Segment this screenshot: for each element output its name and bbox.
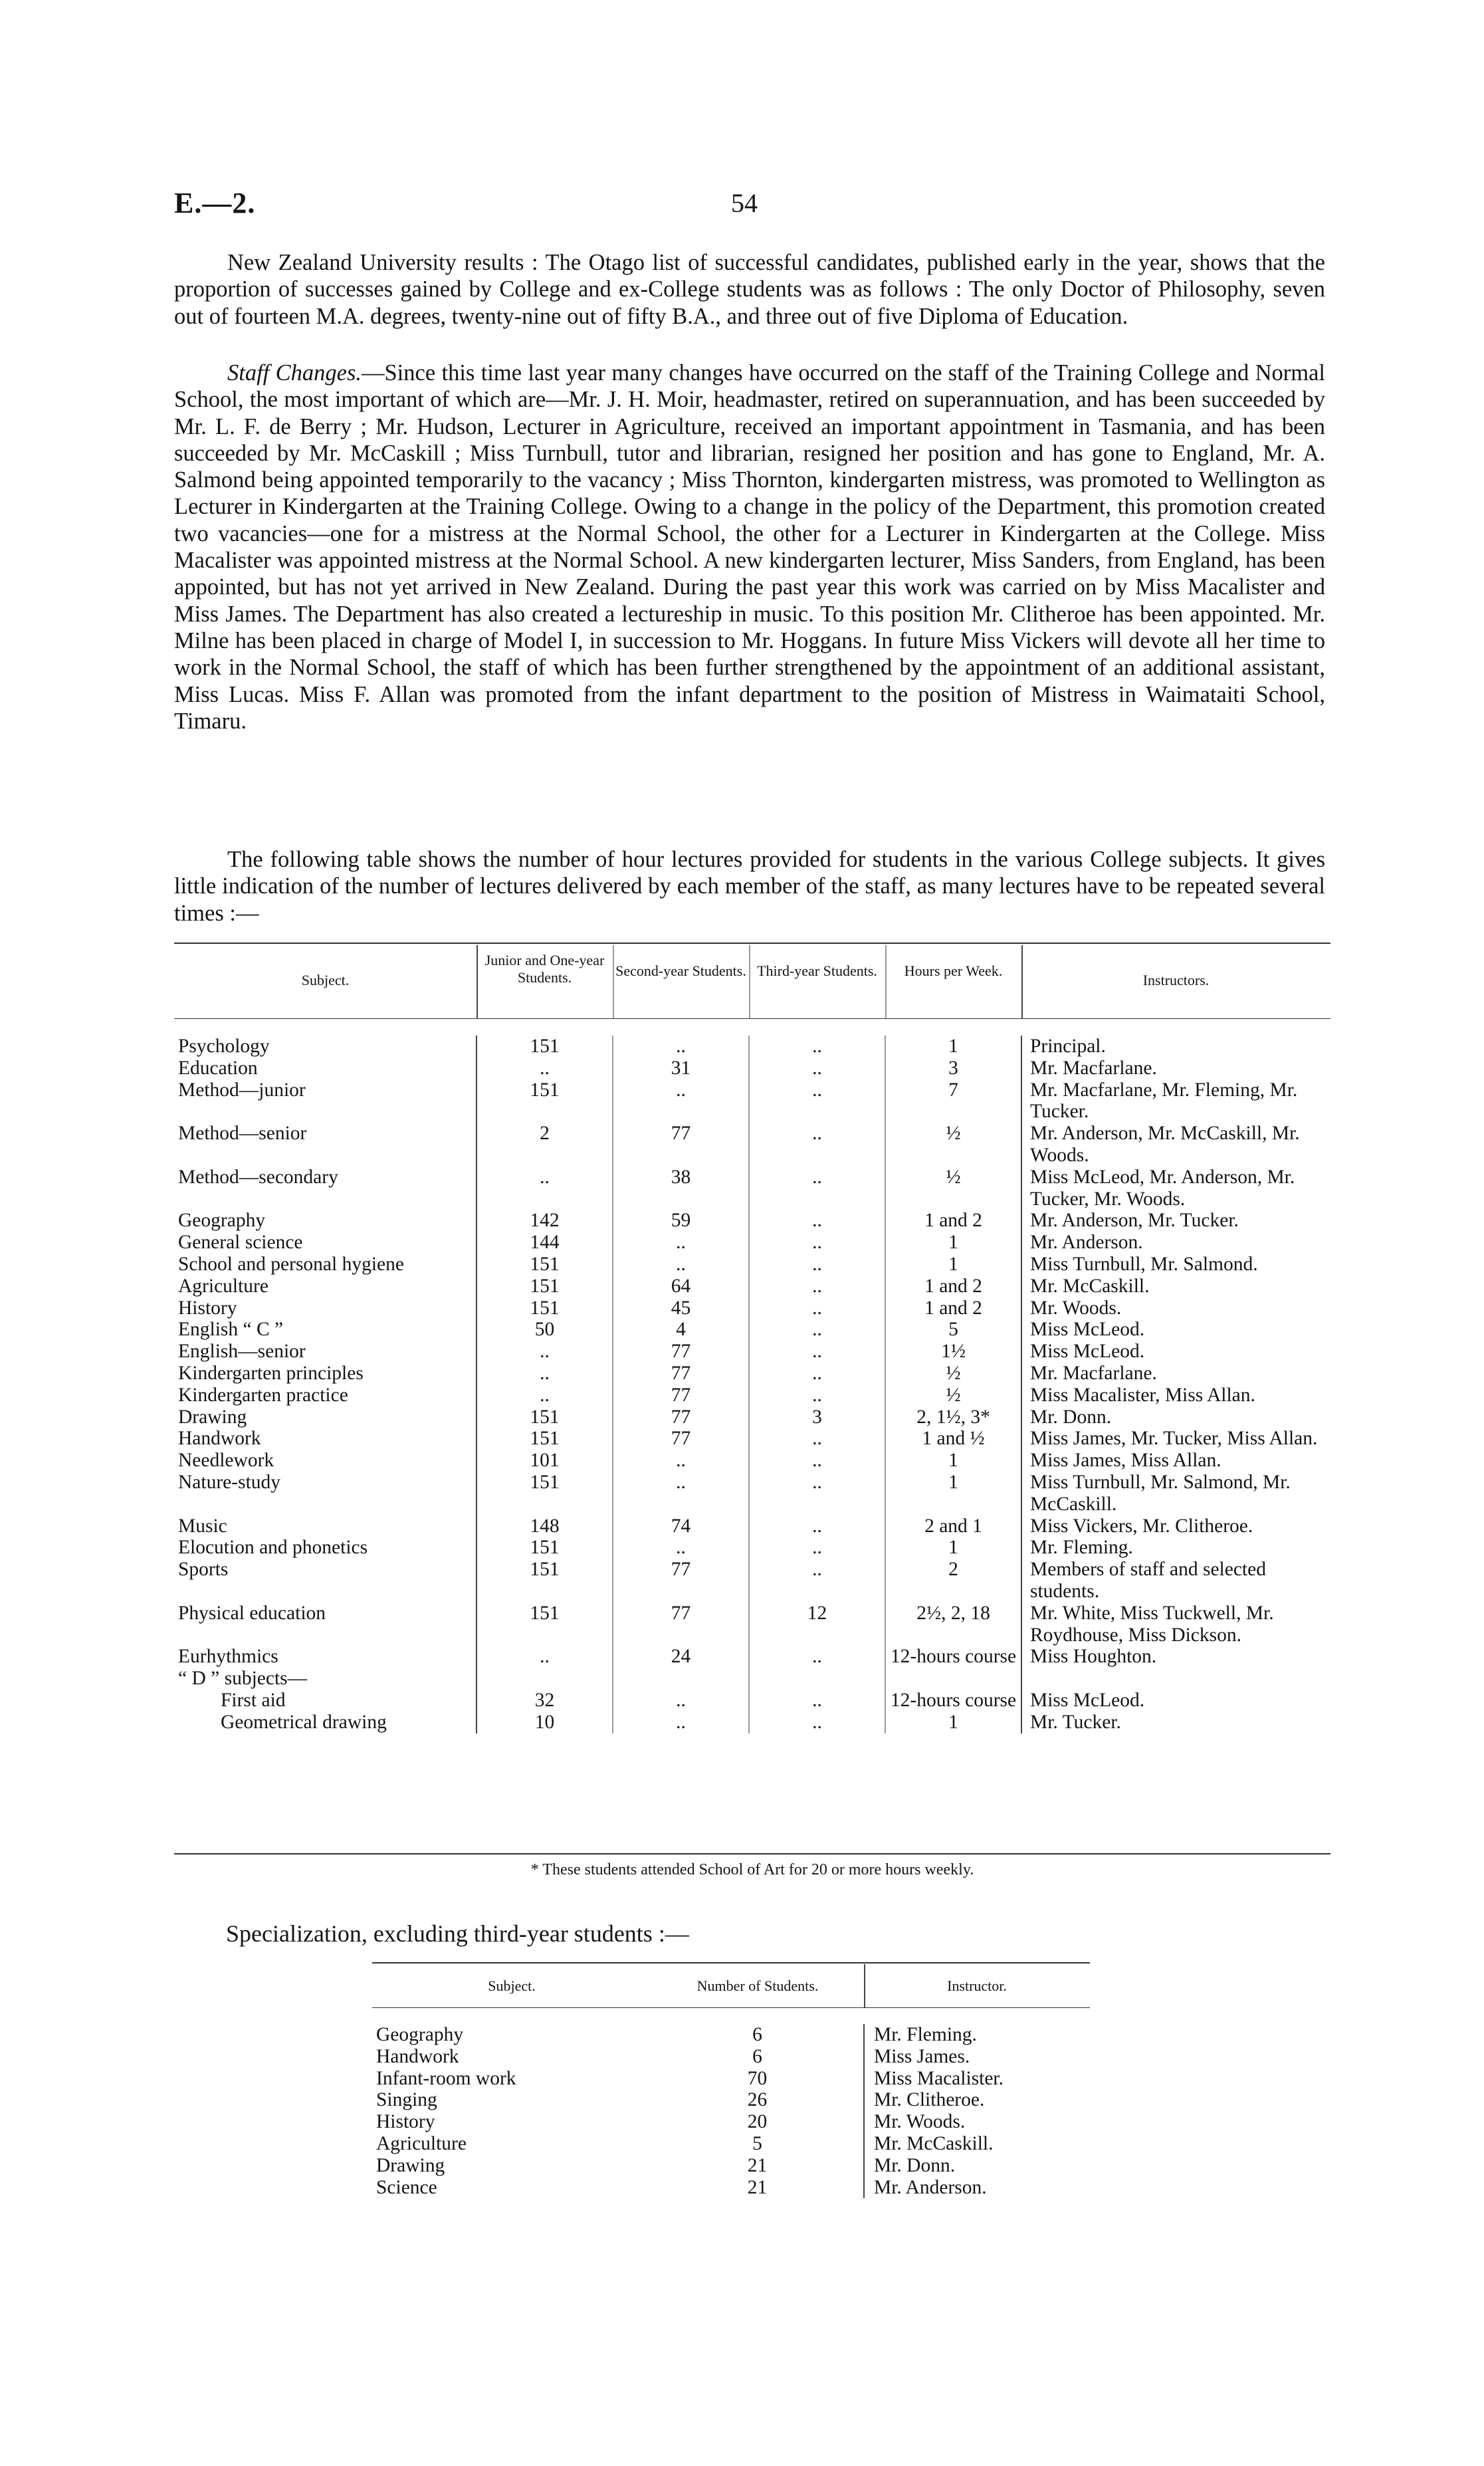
- cell-instructors: Mr. Fleming.: [1021, 1537, 1330, 1559]
- spec-header-instructor: Instructor.: [947, 1977, 1007, 1994]
- cell-instructors: Mr. Macfarlane.: [1021, 1363, 1330, 1385]
- header-divider: [885, 945, 887, 1018]
- cell-junior: 148: [477, 1515, 613, 1537]
- cell-instructors: Mr. Anderson, Mr. Tucker.: [1021, 1210, 1330, 1232]
- cell-junior: 151: [477, 1297, 613, 1319]
- col-header-subject: Subject.: [301, 972, 350, 988]
- table-row: [174, 1123, 1330, 1167]
- cell-third: ..: [749, 1036, 885, 1058]
- table-row: [174, 1232, 1330, 1254]
- cell-subject: Science: [376, 2176, 437, 2198]
- cell-instructor: Mr. McCaskill.: [864, 2133, 1090, 2155]
- cell-subject: School and personal hygiene: [178, 1253, 404, 1275]
- cell-subject: Psychology: [178, 1036, 270, 1057]
- cell-third: ..: [749, 1341, 885, 1363]
- cell-third: ..: [749, 1319, 885, 1341]
- header-bottom-rule: [174, 1018, 1330, 1019]
- table-row: [174, 1341, 1330, 1363]
- cell-junior: 32: [477, 1690, 613, 1712]
- cell-subject: Handwork: [178, 1428, 261, 1450]
- paragraph-staff-changes: [174, 360, 1325, 734]
- table-row: [174, 1319, 1330, 1341]
- cell-junior: 151: [477, 1079, 613, 1123]
- cell-hours: 12-hours course: [885, 1646, 1021, 1668]
- cell-subject: Agriculture: [178, 1275, 268, 1297]
- specialization-table: [372, 2024, 1090, 2198]
- cell-hours: 5: [885, 1319, 1021, 1341]
- cell-hours: 1: [885, 1232, 1021, 1254]
- cell-junior: 151: [477, 1472, 613, 1515]
- cell-second: 77: [613, 1385, 749, 1406]
- table-row: [174, 1363, 1330, 1385]
- cell-second: ..: [613, 1079, 749, 1123]
- table-bottom-rule: [174, 1853, 1330, 1854]
- cell-second: 64: [613, 1276, 749, 1297]
- cell-count: 5: [752, 2132, 762, 2154]
- header-divider: [749, 945, 750, 1018]
- paragraph-table-intro: [174, 846, 1325, 927]
- cell-count: 6: [752, 2045, 762, 2067]
- cell-third: ..: [749, 1428, 885, 1450]
- table-row: [174, 1537, 1330, 1559]
- table-row: [174, 1515, 1330, 1537]
- col-header-instructors: Instructors.: [1142, 972, 1210, 988]
- cell-hours: ½: [885, 1167, 1021, 1210]
- cell-third: [749, 1668, 885, 1690]
- table-row: [372, 2024, 1090, 2046]
- cell-second: 77: [613, 1406, 749, 1428]
- spec-header-subject: Subject.: [488, 1977, 536, 1994]
- cell-third: ..: [749, 1363, 885, 1385]
- cell-subject: Drawing: [178, 1406, 247, 1428]
- cell-third: ..: [749, 1646, 885, 1668]
- cell-second: ..: [613, 1036, 749, 1058]
- paragraph-text: New Zealand University results : The Otago list of successful candidates, published early in the year, shows that the proportion of successes gained by College and ex-College students was as follows : The only Doctor of Philosophy, seven out of fourteen M.A. degrees, twenty-nine out of fifty B.A., and three out of five Diploma of Education.: [174, 250, 1325, 329]
- table-row: [174, 1646, 1330, 1668]
- cell-third: ..: [749, 1123, 885, 1167]
- cell-junior: 151: [477, 1406, 613, 1428]
- table-row: [174, 1603, 1330, 1646]
- cell-instructor: Mr. Donn.: [864, 2155, 1090, 2177]
- cell-second: ..: [613, 1254, 749, 1276]
- table-footnote: * These students attended School of Art for 20 or more hours weekly.: [530, 1861, 974, 1878]
- cell-junior: 144: [477, 1232, 613, 1254]
- cell-subject: First aid: [221, 1689, 286, 1711]
- cell-hours: 1: [885, 1450, 1021, 1472]
- cell-subject: Method—junior: [178, 1079, 306, 1101]
- cell-second: 77: [613, 1341, 749, 1363]
- cell-subject: Nature-study: [178, 1471, 281, 1493]
- cell-subject: History: [376, 2111, 435, 2133]
- cell-subject: Physical education: [178, 1602, 326, 1624]
- cell-instructor: Miss James.: [864, 2046, 1090, 2068]
- table-row: [372, 2177, 1090, 2199]
- col-header-second: Second-year Students.: [615, 962, 746, 979]
- paragraph-text: —Since this time last year many changes have occurred on the staff of the Training College and Normal School, the most important of which are—Mr. J. H. Moir, headmaster, retired on superannuation, and has been succeeded by Mr. L. F. de Berry ; Mr. Hudson, Lecturer in Agriculture, received an important appointment in Tasmania, and has been succeeded by Mr. McCaskill ; Miss Turnbull, tutor and librarian, resigned her position and has gone to England, Mr. A. Salmond being appointed temporarily to the vacancy ; Miss Thornton, kindergarten mistress, was promoted to Wellington as Lecturer in Kindergarten at the Training College. Owing to a change in the policy of the Department, this promotion created two vacancies—one for a mistress at the Normal School, the other for a Lecturer in Kindergarten at the College. Miss Macalister was appointed mistress at the Normal School. A new kindergarten lecturer, Miss Sanders, from England, has been appointed, but has not yet arrived in New Zealand. During the past year this work was carried on by Miss Macalister and Miss James. The Department has also created a lectureship in music. To this position Mr. Clitheroe has been appointed. Mr. Milne has been placed in charge of Model I, in succession to Mr. Hoggans. In future Miss Vickers will devote all her time to work in the Normal School, the staff of which has been further strengthened by the appointment of an additional assistant, Miss Lucas. Miss F. Allan was promoted from the infant department to the position of Mistress in Waimataiti School, Timaru.: [174, 360, 1325, 734]
- cell-second: 77: [613, 1603, 749, 1646]
- cell-instructors: Miss James, Mr. Tucker, Miss Allan.: [1021, 1428, 1330, 1450]
- cell-subject: Education: [178, 1057, 258, 1079]
- cell-instructors: Miss Houghton.: [1021, 1646, 1330, 1668]
- cell-junior: ..: [477, 1385, 613, 1406]
- cell-hours: 1 and 2: [885, 1210, 1021, 1232]
- cell-hours: 1: [885, 1712, 1021, 1734]
- cell-third: ..: [749, 1232, 885, 1254]
- cell-subject: “ D ” subjects—: [178, 1668, 308, 1690]
- cell-instructors: Miss James, Miss Allan.: [1021, 1450, 1330, 1472]
- spec-header-students: Number of Students.: [696, 1977, 819, 1994]
- cell-third: ..: [749, 1559, 885, 1603]
- cell-subject: Needlework: [178, 1450, 274, 1472]
- cell-hours: 2, 1½, 3*: [885, 1406, 1021, 1428]
- cell-second: 59: [613, 1210, 749, 1232]
- cell-junior: 151: [477, 1603, 613, 1646]
- page-number: 54: [731, 188, 758, 218]
- table-row: [372, 2068, 1090, 2090]
- cell-instructors: Miss McLeod, Mr. Anderson, Mr. Tucker, Mr. Woods.: [1021, 1167, 1330, 1210]
- cell-subject: Method—senior: [178, 1123, 307, 1145]
- cell-second: 45: [613, 1297, 749, 1319]
- cell-hours: ½: [885, 1385, 1021, 1406]
- cell-subject: Drawing: [376, 2154, 445, 2176]
- table-top-rule: [174, 943, 1330, 944]
- cell-junior: 151: [477, 1276, 613, 1297]
- cell-subject: Eurhythmics: [178, 1646, 278, 1668]
- spec-header-divider: [864, 1964, 865, 2007]
- cell-subject: Music: [178, 1515, 227, 1537]
- cell-subject: Elocution and phonetics: [178, 1537, 368, 1559]
- cell-hours: 1: [885, 1036, 1021, 1058]
- cell-third: 3: [749, 1406, 885, 1428]
- cell-hours: 1: [885, 1537, 1021, 1559]
- cell-subject: English “ C ”: [178, 1319, 284, 1341]
- table-row: [174, 1167, 1330, 1210]
- cell-subject: History: [178, 1297, 237, 1319]
- table-row: [372, 2133, 1090, 2155]
- cell-third: ..: [749, 1515, 885, 1537]
- table-row: [372, 2089, 1090, 2111]
- cell-instructors: Miss McLeod.: [1021, 1319, 1330, 1341]
- cell-third: ..: [749, 1450, 885, 1472]
- cell-hours: 1: [885, 1472, 1021, 1515]
- table-row: [174, 1254, 1330, 1276]
- cell-subject: Method—secondary: [178, 1166, 338, 1188]
- cell-count: 6: [752, 2024, 762, 2045]
- cell-subject: Geometrical drawing: [221, 1711, 387, 1733]
- cell-hours: 12-hours course: [885, 1690, 1021, 1712]
- cell-hours: 1 and ½: [885, 1428, 1021, 1450]
- col-header-junior: Junior and One-year Students.: [484, 952, 605, 986]
- cell-junior: 151: [477, 1254, 613, 1276]
- table-row: [174, 1276, 1330, 1297]
- cell-junior: 151: [477, 1559, 613, 1603]
- cell-instructors: Miss McLeod.: [1021, 1341, 1330, 1363]
- cell-count: 20: [747, 2111, 768, 2133]
- cell-second: ..: [613, 1690, 749, 1712]
- cell-third: ..: [749, 1210, 885, 1232]
- cell-third: ..: [749, 1254, 885, 1276]
- cell-subject: Kindergarten practice: [178, 1384, 348, 1406]
- cell-third: ..: [749, 1079, 885, 1123]
- cell-instructors: Mr. Macfarlane, Mr. Fleming, Mr. Tucker.: [1021, 1079, 1330, 1123]
- cell-count: 70: [747, 2067, 768, 2089]
- cell-instructors: Mr. Woods.: [1021, 1297, 1330, 1319]
- table-row: [174, 1690, 1330, 1712]
- cell-third: ..: [749, 1537, 885, 1559]
- cell-second: 77: [613, 1123, 749, 1167]
- table-row: [174, 1450, 1330, 1472]
- cell-instructor: Mr. Woods.: [864, 2111, 1090, 2133]
- lectures-table: [174, 1036, 1330, 1734]
- cell-hours: 2 and 1: [885, 1515, 1021, 1537]
- cell-instructors: Miss McLeod.: [1021, 1690, 1330, 1712]
- cell-junior: 151: [477, 1537, 613, 1559]
- cell-junior: 101: [477, 1450, 613, 1472]
- cell-hours: [885, 1668, 1021, 1690]
- cell-instructors: [1021, 1668, 1330, 1690]
- cell-instructors: Mr. Donn.: [1021, 1406, 1330, 1428]
- cell-hours: 2: [885, 1559, 1021, 1603]
- cell-subject: Infant-room work: [376, 2067, 516, 2089]
- cell-junior: 142: [477, 1210, 613, 1232]
- cell-instructors: Members of staff and selected students.: [1021, 1559, 1330, 1603]
- cell-second: 31: [613, 1058, 749, 1079]
- table-row: [174, 1210, 1330, 1232]
- paragraph-university-results: [174, 249, 1325, 330]
- cell-instructors: Mr. White, Miss Tuckwell, Mr. Roydhouse, Miss Dickson.: [1021, 1603, 1330, 1646]
- cell-subject: Sports: [178, 1559, 229, 1581]
- cell-subject: Singing: [376, 2089, 437, 2111]
- cell-instructors: Mr. McCaskill.: [1021, 1276, 1330, 1297]
- cell-junior: ..: [477, 1058, 613, 1079]
- paragraph-text: The following table shows the number of hour lectures provided for students in the various College subjects. It gives little indication of the number of lectures delivered by each member of the staff, as many lectures have to be repeated several times :—: [174, 847, 1325, 926]
- cell-second: 74: [613, 1515, 749, 1537]
- cell-third: ..: [749, 1167, 885, 1210]
- cell-second: 24: [613, 1646, 749, 1668]
- table-row: [174, 1406, 1330, 1428]
- cell-instructors: Miss Macalister, Miss Allan.: [1021, 1385, 1330, 1406]
- cell-hours: 1 and 2: [885, 1297, 1021, 1319]
- table-row: [174, 1385, 1330, 1406]
- specialization-title: Specialization, excluding third-year students :—: [226, 1920, 689, 1947]
- spec-header-rule: [372, 2007, 1090, 2008]
- cell-second: 4: [613, 1319, 749, 1341]
- cell-third: ..: [749, 1385, 885, 1406]
- cell-third: ..: [749, 1712, 885, 1734]
- cell-junior: ..: [477, 1646, 613, 1668]
- table-row: [372, 2155, 1090, 2177]
- cell-instructors: Mr. Anderson, Mr. McCaskill, Mr. Woods.: [1021, 1123, 1330, 1167]
- cell-junior: ..: [477, 1341, 613, 1363]
- header-divider: [613, 945, 614, 1018]
- cell-junior: [477, 1668, 613, 1690]
- table-row: [174, 1668, 1330, 1690]
- cell-subject: General science: [178, 1232, 303, 1254]
- cell-instructor: Mr. Anderson.: [864, 2177, 1090, 2199]
- cell-subject: Kindergarten principles: [178, 1362, 364, 1384]
- cell-junior: ..: [477, 1363, 613, 1385]
- cell-instructor: Miss Macalister.: [864, 2068, 1090, 2090]
- cell-junior: ..: [477, 1167, 613, 1210]
- cell-count: 21: [747, 2154, 768, 2176]
- cell-hours: 7: [885, 1079, 1021, 1123]
- table-row: [372, 2046, 1090, 2068]
- cell-second: ..: [613, 1712, 749, 1734]
- table-row: [174, 1079, 1330, 1123]
- header-divider: [1021, 945, 1023, 1018]
- cell-second: ..: [613, 1472, 749, 1515]
- cell-subject: English—senior: [178, 1341, 306, 1363]
- cell-junior: 151: [477, 1036, 613, 1058]
- cell-hours: ½: [885, 1363, 1021, 1385]
- cell-second: [613, 1668, 749, 1690]
- cell-third: 12: [749, 1603, 885, 1646]
- cell-instructors: Mr. Tucker.: [1021, 1712, 1330, 1734]
- cell-instructors: Mr. Anderson.: [1021, 1232, 1330, 1254]
- staff-changes-heading: Staff Changes.: [227, 360, 362, 386]
- table-row: [174, 1712, 1330, 1734]
- cell-third: ..: [749, 1690, 885, 1712]
- cell-subject: Geography: [376, 2024, 464, 2045]
- table-row: [174, 1559, 1330, 1603]
- cell-second: 38: [613, 1167, 749, 1210]
- cell-count: 26: [747, 2089, 768, 2111]
- cell-second: 77: [613, 1559, 749, 1603]
- cell-junior: 2: [477, 1123, 613, 1167]
- cell-third: ..: [749, 1472, 885, 1515]
- table-row: [174, 1472, 1330, 1515]
- cell-third: ..: [749, 1058, 885, 1079]
- cell-count: 21: [747, 2176, 768, 2198]
- header-divider: [477, 945, 478, 1018]
- table-row: [174, 1297, 1330, 1319]
- cell-hours: ½: [885, 1123, 1021, 1167]
- table-row: [372, 2111, 1090, 2133]
- cell-instructors: Miss Turnbull, Mr. Salmond.: [1021, 1254, 1330, 1276]
- cell-hours: 1: [885, 1254, 1021, 1276]
- cell-third: ..: [749, 1276, 885, 1297]
- cell-hours: 3: [885, 1058, 1021, 1079]
- cell-second: ..: [613, 1232, 749, 1254]
- cell-instructor: Mr. Fleming.: [864, 2024, 1090, 2046]
- cell-instructor: Mr. Clitheroe.: [864, 2089, 1090, 2111]
- cell-subject: Agriculture: [376, 2132, 467, 2154]
- col-header-third: Third-year Students.: [757, 962, 877, 979]
- cell-instructors: Principal.: [1021, 1036, 1330, 1058]
- cell-instructors: Miss Vickers, Mr. Clitheroe.: [1021, 1515, 1330, 1537]
- cell-hours: 1 and 2: [885, 1276, 1021, 1297]
- cell-hours: 2½, 2, 18: [885, 1603, 1021, 1646]
- cell-second: 77: [613, 1363, 749, 1385]
- table-row: [174, 1058, 1330, 1079]
- spec-top-rule: [372, 1962, 1090, 1963]
- col-header-hours: Hours per Week.: [904, 962, 1003, 979]
- cell-instructors: Mr. Macfarlane.: [1021, 1058, 1330, 1079]
- cell-second: 77: [613, 1428, 749, 1450]
- cell-junior: 50: [477, 1319, 613, 1341]
- document-reference: E.—2.: [174, 187, 256, 219]
- cell-second: ..: [613, 1537, 749, 1559]
- cell-instructors: Miss Turnbull, Mr. Salmond, Mr. McCaskill.: [1021, 1472, 1330, 1515]
- cell-junior: 10: [477, 1712, 613, 1734]
- cell-junior: 151: [477, 1428, 613, 1450]
- table-row: [174, 1036, 1330, 1058]
- cell-subject: Geography: [178, 1210, 266, 1232]
- cell-hours: 1½: [885, 1341, 1021, 1363]
- cell-third: ..: [749, 1297, 885, 1319]
- table-row: [174, 1428, 1330, 1450]
- cell-subject: Handwork: [376, 2045, 459, 2067]
- cell-second: ..: [613, 1450, 749, 1472]
